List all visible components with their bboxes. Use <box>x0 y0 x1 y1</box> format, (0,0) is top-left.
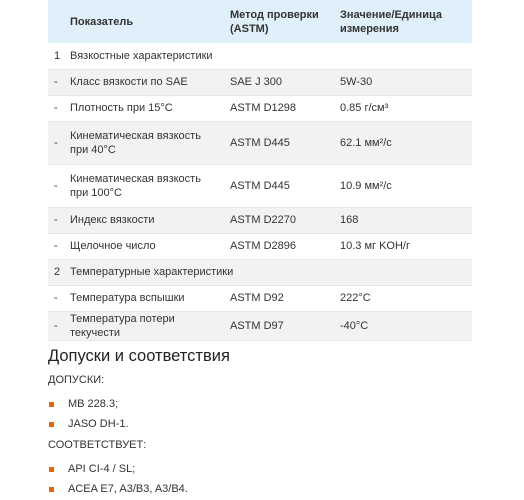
header-indicator: Показатель <box>64 0 224 43</box>
table-row <box>48 164 472 207</box>
approvals-list <box>48 394 129 434</box>
table-row <box>48 207 472 233</box>
header-num <box>48 0 64 43</box>
list-item <box>48 479 188 499</box>
row-num: - <box>48 285 64 311</box>
row-name: Температура потери текучести <box>64 311 224 340</box>
list-item <box>48 414 129 434</box>
list-item <box>48 394 129 414</box>
bullet-square-icon <box>49 467 54 472</box>
list-item-text: API CI-4 / SL; <box>68 463 136 475</box>
compliance-list <box>48 459 188 499</box>
row-num: - <box>48 95 64 121</box>
table-row <box>48 121 472 164</box>
row-method: ASTM D445 <box>224 164 334 207</box>
header-value: Значение/Единица измерения <box>334 0 472 43</box>
list-item <box>48 459 188 479</box>
row-num: - <box>48 164 64 207</box>
row-num: - <box>48 311 64 340</box>
table-row <box>48 285 472 311</box>
row-value: 222°C <box>334 285 472 311</box>
row-value: 10.9 мм²/с <box>334 164 472 207</box>
row-value: 0.85 г/см³ <box>334 95 472 121</box>
row-name: Индекс вязкости <box>64 207 224 233</box>
bullet-square-icon <box>49 487 54 492</box>
row-num: - <box>48 121 64 164</box>
table-row <box>48 69 472 95</box>
row-method: ASTM D92 <box>224 285 334 311</box>
row-value: -40°C <box>334 311 472 340</box>
table-row <box>48 95 472 121</box>
row-num: 2 <box>48 259 64 285</box>
bullet-square-icon <box>49 422 54 427</box>
row-value: 5W-30 <box>334 69 472 95</box>
row-section-title: Вязкостные характеристики <box>64 43 472 69</box>
row-name: Кинематическая вязкость при 40°C <box>64 121 224 164</box>
table-row <box>48 259 472 285</box>
row-name: Температура вспышки <box>64 285 224 311</box>
row-method: ASTM D2270 <box>224 207 334 233</box>
row-section-title: Температурные характеристики <box>64 259 472 285</box>
row-num: - <box>48 69 64 95</box>
row-value: 168 <box>334 207 472 233</box>
header-method: Метод проверки (ASTM) <box>224 0 334 43</box>
list-item-text: ACEA E7, A3/B3, A3/B4. <box>68 483 188 495</box>
row-value: 62.1 мм²/с <box>334 121 472 164</box>
specifications-table <box>48 0 472 341</box>
row-num: 1 <box>48 43 64 69</box>
table-row <box>48 43 472 69</box>
row-name: Плотность при 15°C <box>64 95 224 121</box>
row-method: SAE J 300 <box>224 69 334 95</box>
row-name: Класс вязкости по SAE <box>64 69 224 95</box>
row-method: ASTM D445 <box>224 121 334 164</box>
row-method: ASTM D97 <box>224 311 334 340</box>
approvals-label: ДОПУСКИ: <box>48 374 105 386</box>
row-name: Щелочное число <box>64 233 224 259</box>
approvals-title: Допуски и соответствия <box>48 347 230 365</box>
compliance-label: СООТВЕТСТВУЕТ: <box>48 439 147 451</box>
bullet-square-icon <box>49 402 54 407</box>
table-row <box>48 233 472 259</box>
row-name: Кинематическая вязкость при 100°C <box>64 164 224 207</box>
row-method: ASTM D1298 <box>224 95 334 121</box>
table-row <box>48 311 472 340</box>
row-num: - <box>48 233 64 259</box>
row-value: 10.3 мг KOH/г <box>334 233 472 259</box>
row-method: ASTM D2896 <box>224 233 334 259</box>
list-item-text: MB 228.3; <box>68 398 119 410</box>
table-header-row <box>48 0 472 43</box>
row-num: - <box>48 207 64 233</box>
list-item-text: JASO DH-1. <box>68 418 129 430</box>
